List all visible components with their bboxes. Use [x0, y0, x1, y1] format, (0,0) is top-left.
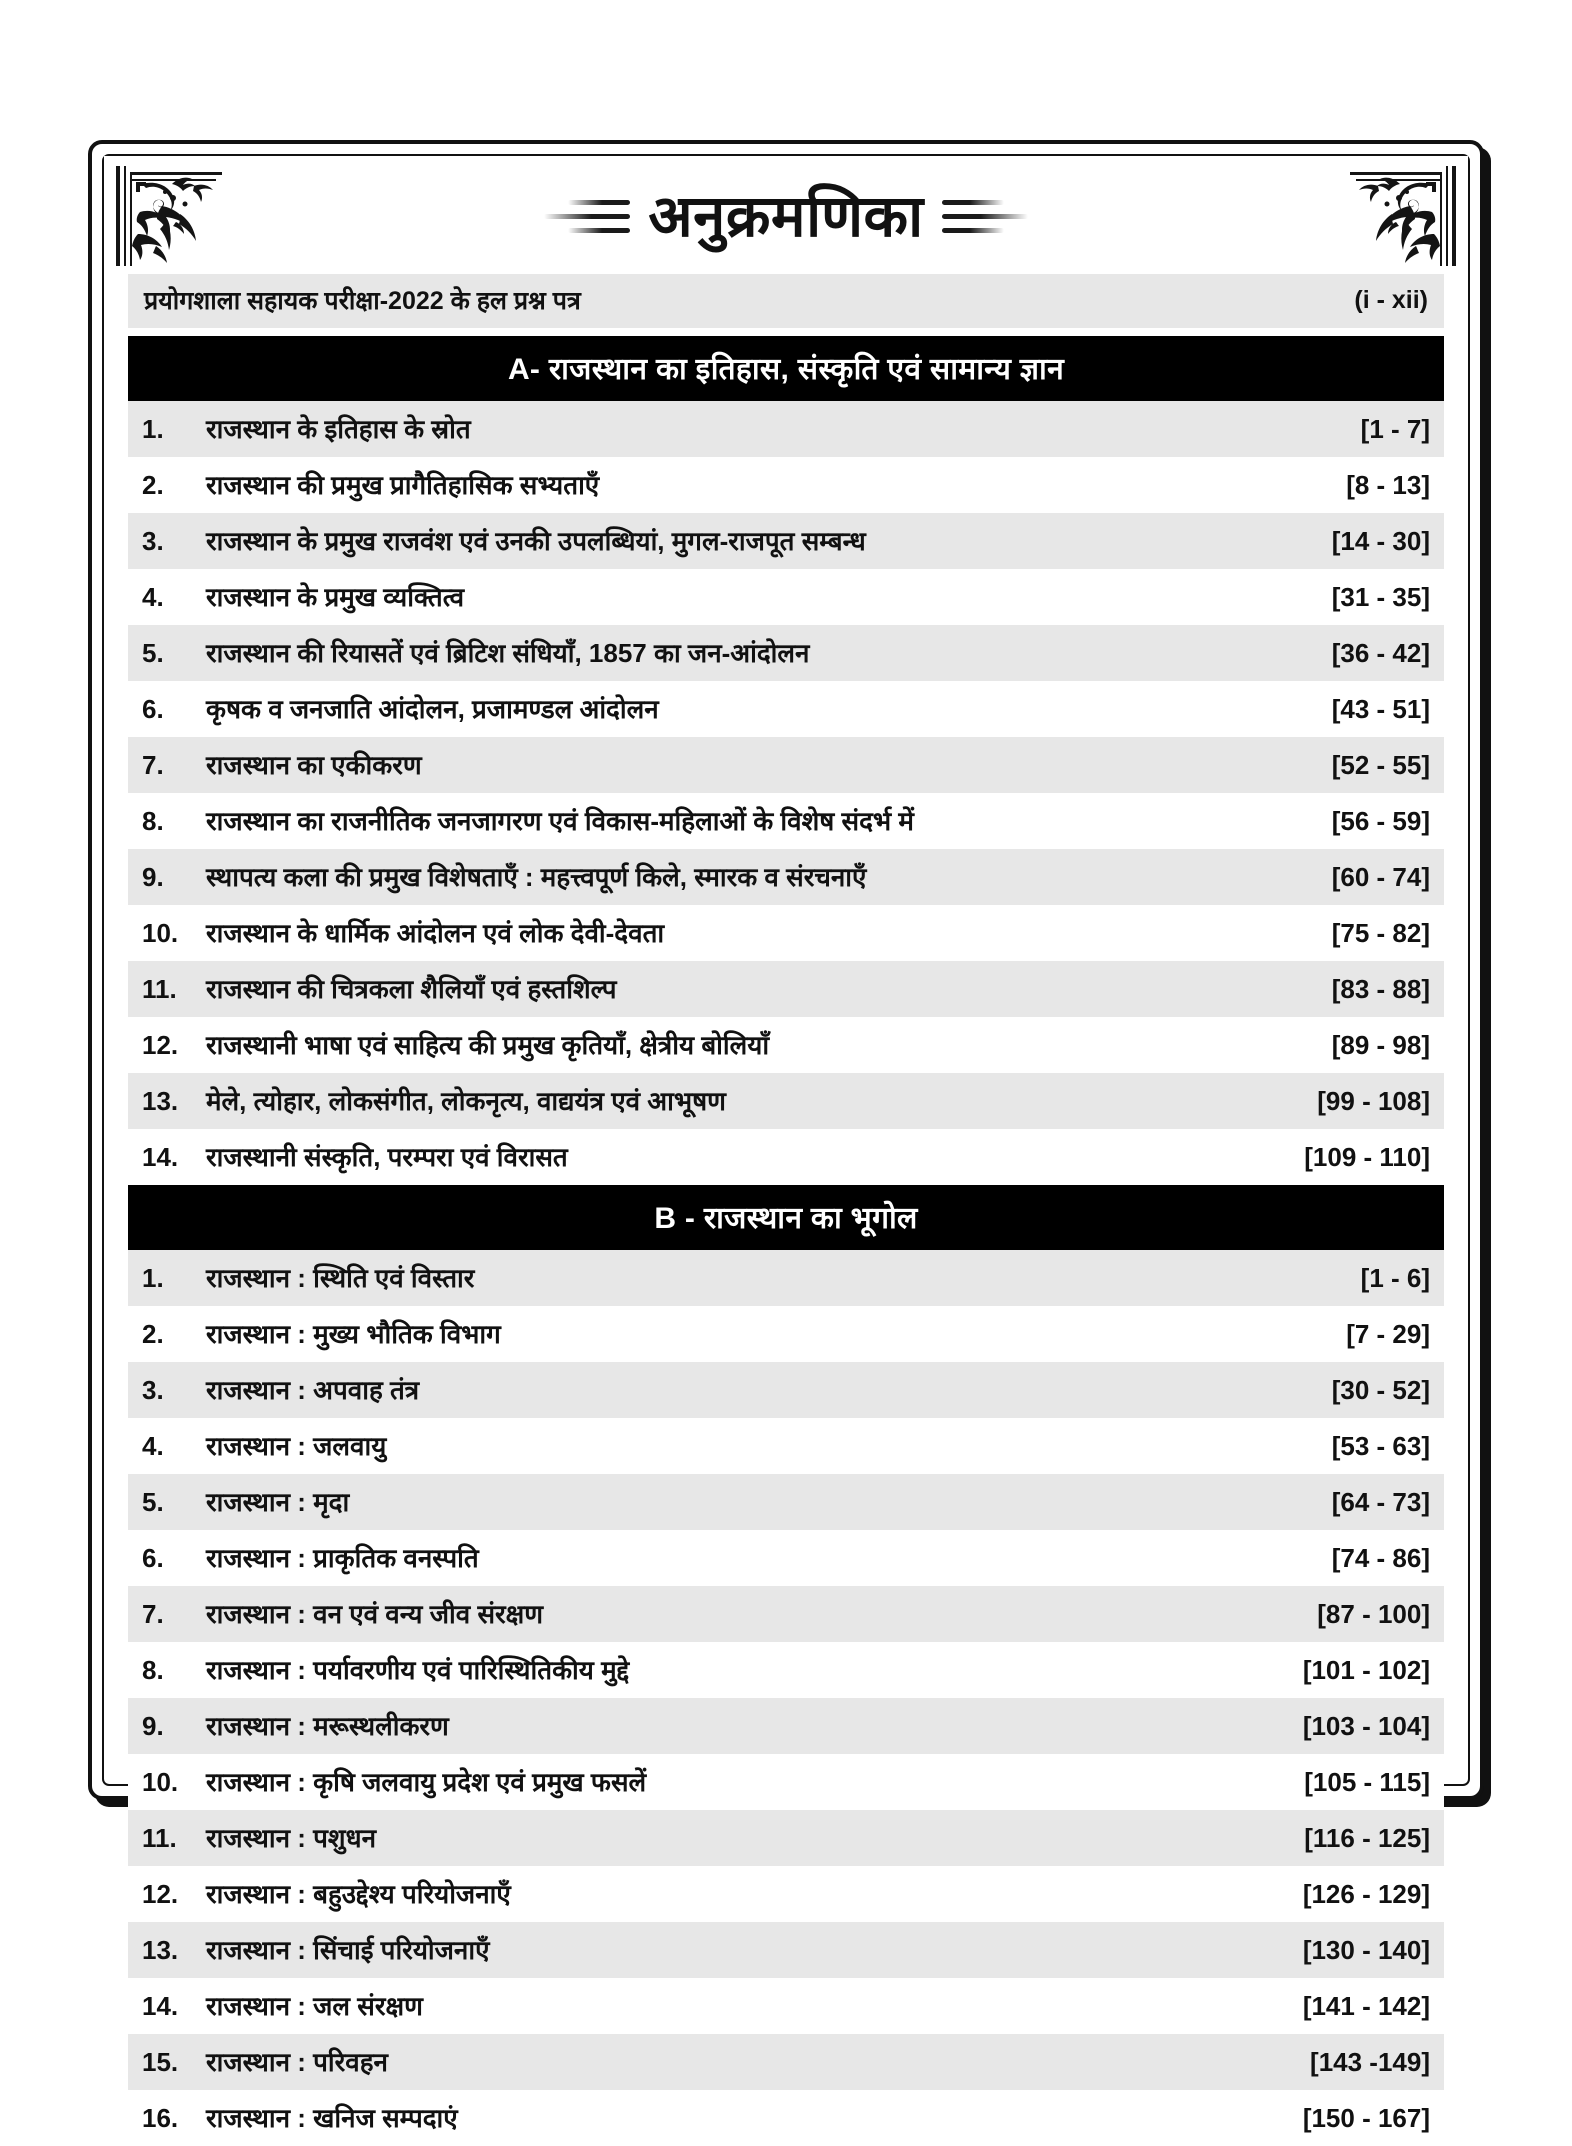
toc-row-pages: [141 - 142] — [1302, 1991, 1430, 2021]
toc-row-pages: [101 - 102] — [1302, 1655, 1430, 1685]
toc-row-pages: [87 - 100] — [1317, 1599, 1430, 1629]
toc-row-number: 3. — [142, 1375, 164, 1405]
toc-row-pages: [64 - 73] — [1331, 1487, 1430, 1517]
toc-row-title: राजस्थान : जलवायु — [206, 1431, 387, 1461]
toc-row-title: राजस्थान की चित्रकला शैलियाँ एवं हस्तशिल्प — [206, 974, 617, 1004]
toc-row-title: राजस्थानी संस्कृति, परम्परा एवं विरासत — [206, 1142, 568, 1172]
frame-content — [104, 156, 1468, 2133]
toc-row-title: राजस्थान : सिंचाई परियोजनाएँ — [206, 1935, 490, 1965]
toc-row-number: 14. — [142, 1991, 179, 2021]
toc-row[interactable] — [128, 1698, 1444, 1754]
toc-row-pages: [1 - 7] — [1360, 414, 1430, 444]
toc-row-title: राजस्थान : मुख्य भौतिक विभाग — [206, 1319, 501, 1349]
toc-row-number: 1. — [142, 1263, 164, 1293]
toc-row-number: 2. — [142, 1319, 164, 1349]
toc-row-title: राजस्थान : मरूस्थलीकरण — [206, 1711, 449, 1741]
toc-row-number: 12. — [142, 1879, 179, 1909]
toc-row[interactable] — [128, 1073, 1444, 1129]
toc-row-title: राजस्थान के प्रमुख राजवंश एवं उनकी उपलब्धियां, मुगल-राजपूत सम्बन्ध — [206, 526, 866, 556]
toc-row-title: राजस्थान का राजनीतिक जनजागरण एवं विकास-महिलाओं के विशेष संदर्भ में — [206, 806, 914, 836]
toc-row-pages: [83 - 88] — [1331, 974, 1430, 1004]
toc-row-pages: [103 - 104] — [1302, 1711, 1430, 1741]
toc-row-number: 2. — [142, 470, 164, 500]
toc-row[interactable] — [128, 1922, 1444, 1978]
toc-row-title: राजस्थान : जल संरक्षण — [206, 1991, 423, 2021]
toc-row[interactable] — [128, 401, 1444, 457]
toc-row-title: राजस्थान : कृषि जलवायु प्रदेश एवं प्रमुख फसलें — [206, 1767, 647, 1797]
toc-row-number: 8. — [142, 1655, 164, 1685]
toc-row-title: राजस्थान : स्थिति एवं विस्तार — [206, 1263, 475, 1293]
header-band — [104, 156, 1468, 274]
toc-row-title: मेले, त्योहार, लोकसंगीत, लोकनृत्य, वाद्ययंत्र एवं आभूषण — [206, 1086, 726, 1116]
toc-row-title: राजस्थान : पशुधन — [206, 1823, 377, 1853]
section-header: A- राजस्थान का इतिहास, संस्कृति एवं सामान्य ज्ञान — [128, 336, 1444, 401]
toc-row-pages: [56 - 59] — [1331, 806, 1430, 836]
toc-row-number: 6. — [142, 1543, 164, 1573]
toc-row[interactable] — [128, 681, 1444, 737]
title-rule-right-icon — [942, 200, 1028, 233]
toc-row-pages: [130 - 140] — [1302, 1935, 1430, 1965]
toc-row-pages: [7 - 29] — [1346, 1319, 1430, 1349]
toc-row[interactable] — [128, 793, 1444, 849]
toc-row-number: 5. — [142, 1487, 164, 1517]
toc-row[interactable] — [128, 1810, 1444, 1866]
toc-row-pages: [75 - 82] — [1331, 918, 1430, 948]
toc-row-number: 13. — [142, 1086, 179, 1116]
toc-row[interactable] — [128, 513, 1444, 569]
toc-row-pages: [14 - 30] — [1331, 526, 1430, 556]
toc-row[interactable] — [128, 1418, 1444, 1474]
toc-row-number: 7. — [142, 750, 164, 780]
toc-row-pages: [31 - 35] — [1331, 582, 1430, 612]
toc-row-number: 10. — [142, 1767, 179, 1797]
toc-row-pages: [30 - 52] — [1331, 1375, 1430, 1405]
toc-row[interactable] — [128, 1754, 1444, 1810]
toc-row-title: राजस्थान : बहुउद्देश्य परियोजनाएँ — [206, 1879, 511, 1909]
toc-row-number: 7. — [142, 1599, 164, 1629]
toc-row-pages: [36 - 42] — [1331, 638, 1430, 668]
toc-row-title: राजस्थान : मृदा — [206, 1487, 350, 1517]
toc-row-number: 12. — [142, 1030, 179, 1060]
toc-row-title: राजस्थान : पर्यावरणीय एवं पारिस्थितिकीय मुद्दे — [206, 1655, 630, 1685]
toc-row-title: राजस्थानी भाषा एवं साहित्य की प्रमुख कृतियाँ, क्षेत्रीय बोलियाँ — [206, 1030, 770, 1060]
toc-row-title: कृषक व जनजाति आंदोलन, प्रजामण्डल आंदोलन — [206, 694, 659, 724]
toc-row-title: राजस्थान का एकीकरण — [206, 750, 422, 780]
toc-row[interactable] — [128, 1474, 1444, 1530]
ornate-frame-outer — [88, 140, 1484, 2133]
floral-corner-ornament-right-icon — [1330, 162, 1462, 270]
toc-row[interactable] — [128, 1978, 1444, 2034]
toc-row-pages: [60 - 74] — [1331, 862, 1430, 892]
toc-row-pages: [105 - 115] — [1304, 1767, 1430, 1797]
toc-row[interactable] — [128, 1866, 1444, 1922]
page-title: अनुक्रमणिका — [648, 183, 924, 249]
floral-corner-ornament-left-icon — [110, 162, 242, 270]
table-of-contents — [128, 336, 1444, 2146]
solved-papers-pages: (i - xii) — [1354, 285, 1428, 314]
toc-row-number: 9. — [142, 862, 164, 892]
toc-row-pages: [116 - 125] — [1304, 1823, 1430, 1853]
toc-row-pages: [53 - 63] — [1331, 1431, 1430, 1461]
toc-row-title: राजस्थान : खनिज सम्पदाएं — [206, 2103, 458, 2133]
toc-row[interactable] — [128, 2090, 1444, 2146]
toc-row[interactable] — [128, 1250, 1444, 1306]
toc-row[interactable] — [128, 569, 1444, 625]
toc-row-number: 11. — [142, 974, 177, 1004]
toc-row-number: 8. — [142, 806, 164, 836]
toc-row-pages: [99 - 108] — [1317, 1086, 1430, 1116]
toc-row-number: 11. — [142, 1823, 177, 1853]
toc-row-pages: [43 - 51] — [1331, 694, 1430, 724]
toc-row-title: राजस्थान के इतिहास के स्रोत — [206, 414, 471, 444]
toc-row-number: 3. — [142, 526, 164, 556]
toc-row-title: राजस्थान के धार्मिक आंदोलन एवं लोक देवी-देवता — [206, 918, 665, 948]
toc-row[interactable] — [128, 625, 1444, 681]
toc-row-pages: [1 - 6] — [1360, 1263, 1430, 1293]
toc-row-pages: [74 - 86] — [1331, 1543, 1430, 1573]
toc-row[interactable] — [128, 2034, 1444, 2090]
toc-row[interactable] — [128, 1306, 1444, 1362]
toc-row-number: 4. — [142, 1431, 164, 1461]
toc-row[interactable] — [128, 457, 1444, 513]
toc-row-pages: [150 - 167] — [1302, 2103, 1430, 2133]
toc-row[interactable] — [128, 1530, 1444, 1586]
toc-row-pages: [126 - 129] — [1302, 1879, 1430, 1909]
toc-row-pages: [8 - 13] — [1346, 470, 1430, 500]
toc-row-title: स्थापत्य कला की प्रमुख विशेषताएँ : महत्त्वपूर्ण किले, स्मारक व संरचनाएँ — [206, 862, 867, 892]
toc-row-pages: [52 - 55] — [1331, 750, 1430, 780]
solved-papers-label: प्रयोगशाला सहायक परीक्षा-2022 के हल प्रश्न पत्र — [144, 287, 581, 315]
toc-row-number: 16. — [142, 2103, 179, 2133]
toc-row-number: 9. — [142, 1711, 164, 1741]
solved-papers-row — [128, 274, 1444, 328]
toc-row[interactable] — [128, 737, 1444, 793]
toc-row-number: 15. — [142, 2047, 179, 2077]
toc-row-title: राजस्थान की प्रमुख प्रागैतिहासिक सभ्यताएँ — [206, 470, 600, 500]
toc-row-number: 13. — [142, 1935, 179, 1965]
toc-row[interactable] — [128, 961, 1444, 1017]
title-group — [544, 183, 1027, 249]
toc-row-number: 1. — [142, 414, 164, 444]
toc-row[interactable] — [128, 849, 1444, 905]
toc-row[interactable] — [128, 1586, 1444, 1642]
toc-row-title: राजस्थान : वन एवं वन्य जीव संरक्षण — [206, 1599, 544, 1629]
toc-row-number: 10. — [142, 918, 179, 948]
toc-row-title: राजस्थान के प्रमुख व्यक्तित्व — [206, 582, 465, 612]
toc-row-pages: [109 - 110] — [1304, 1142, 1430, 1172]
toc-row[interactable] — [128, 905, 1444, 961]
section-header: B - राजस्थान का भूगोल — [128, 1185, 1444, 1250]
toc-row-number: 4. — [142, 582, 164, 612]
toc-row-number: 5. — [142, 638, 164, 668]
toc-row[interactable] — [128, 1017, 1444, 1073]
toc-row-pages: [89 - 98] — [1331, 1030, 1430, 1060]
toc-row-number: 6. — [142, 694, 164, 724]
toc-row-title: राजस्थान : अपवाह तंत्र — [206, 1375, 420, 1405]
toc-row-title: राजस्थान : प्राकृतिक वनस्पति — [206, 1543, 479, 1573]
title-rule-left-icon — [544, 200, 630, 233]
toc-row[interactable] — [128, 1642, 1444, 1698]
toc-row-title: राजस्थान की रियासतें एवं ब्रिटिश संधियाँ, 1857 का जन-आंदोलन — [206, 638, 810, 668]
toc-row-pages: [143 -149] — [1310, 2047, 1430, 2077]
ornate-frame-inner — [102, 154, 1470, 2133]
toc-row-number: 14. — [142, 1142, 179, 1172]
toc-row[interactable] — [128, 1362, 1444, 1418]
toc-row-title: राजस्थान : परिवहन — [206, 2047, 388, 2077]
toc-row[interactable] — [128, 1129, 1444, 1185]
